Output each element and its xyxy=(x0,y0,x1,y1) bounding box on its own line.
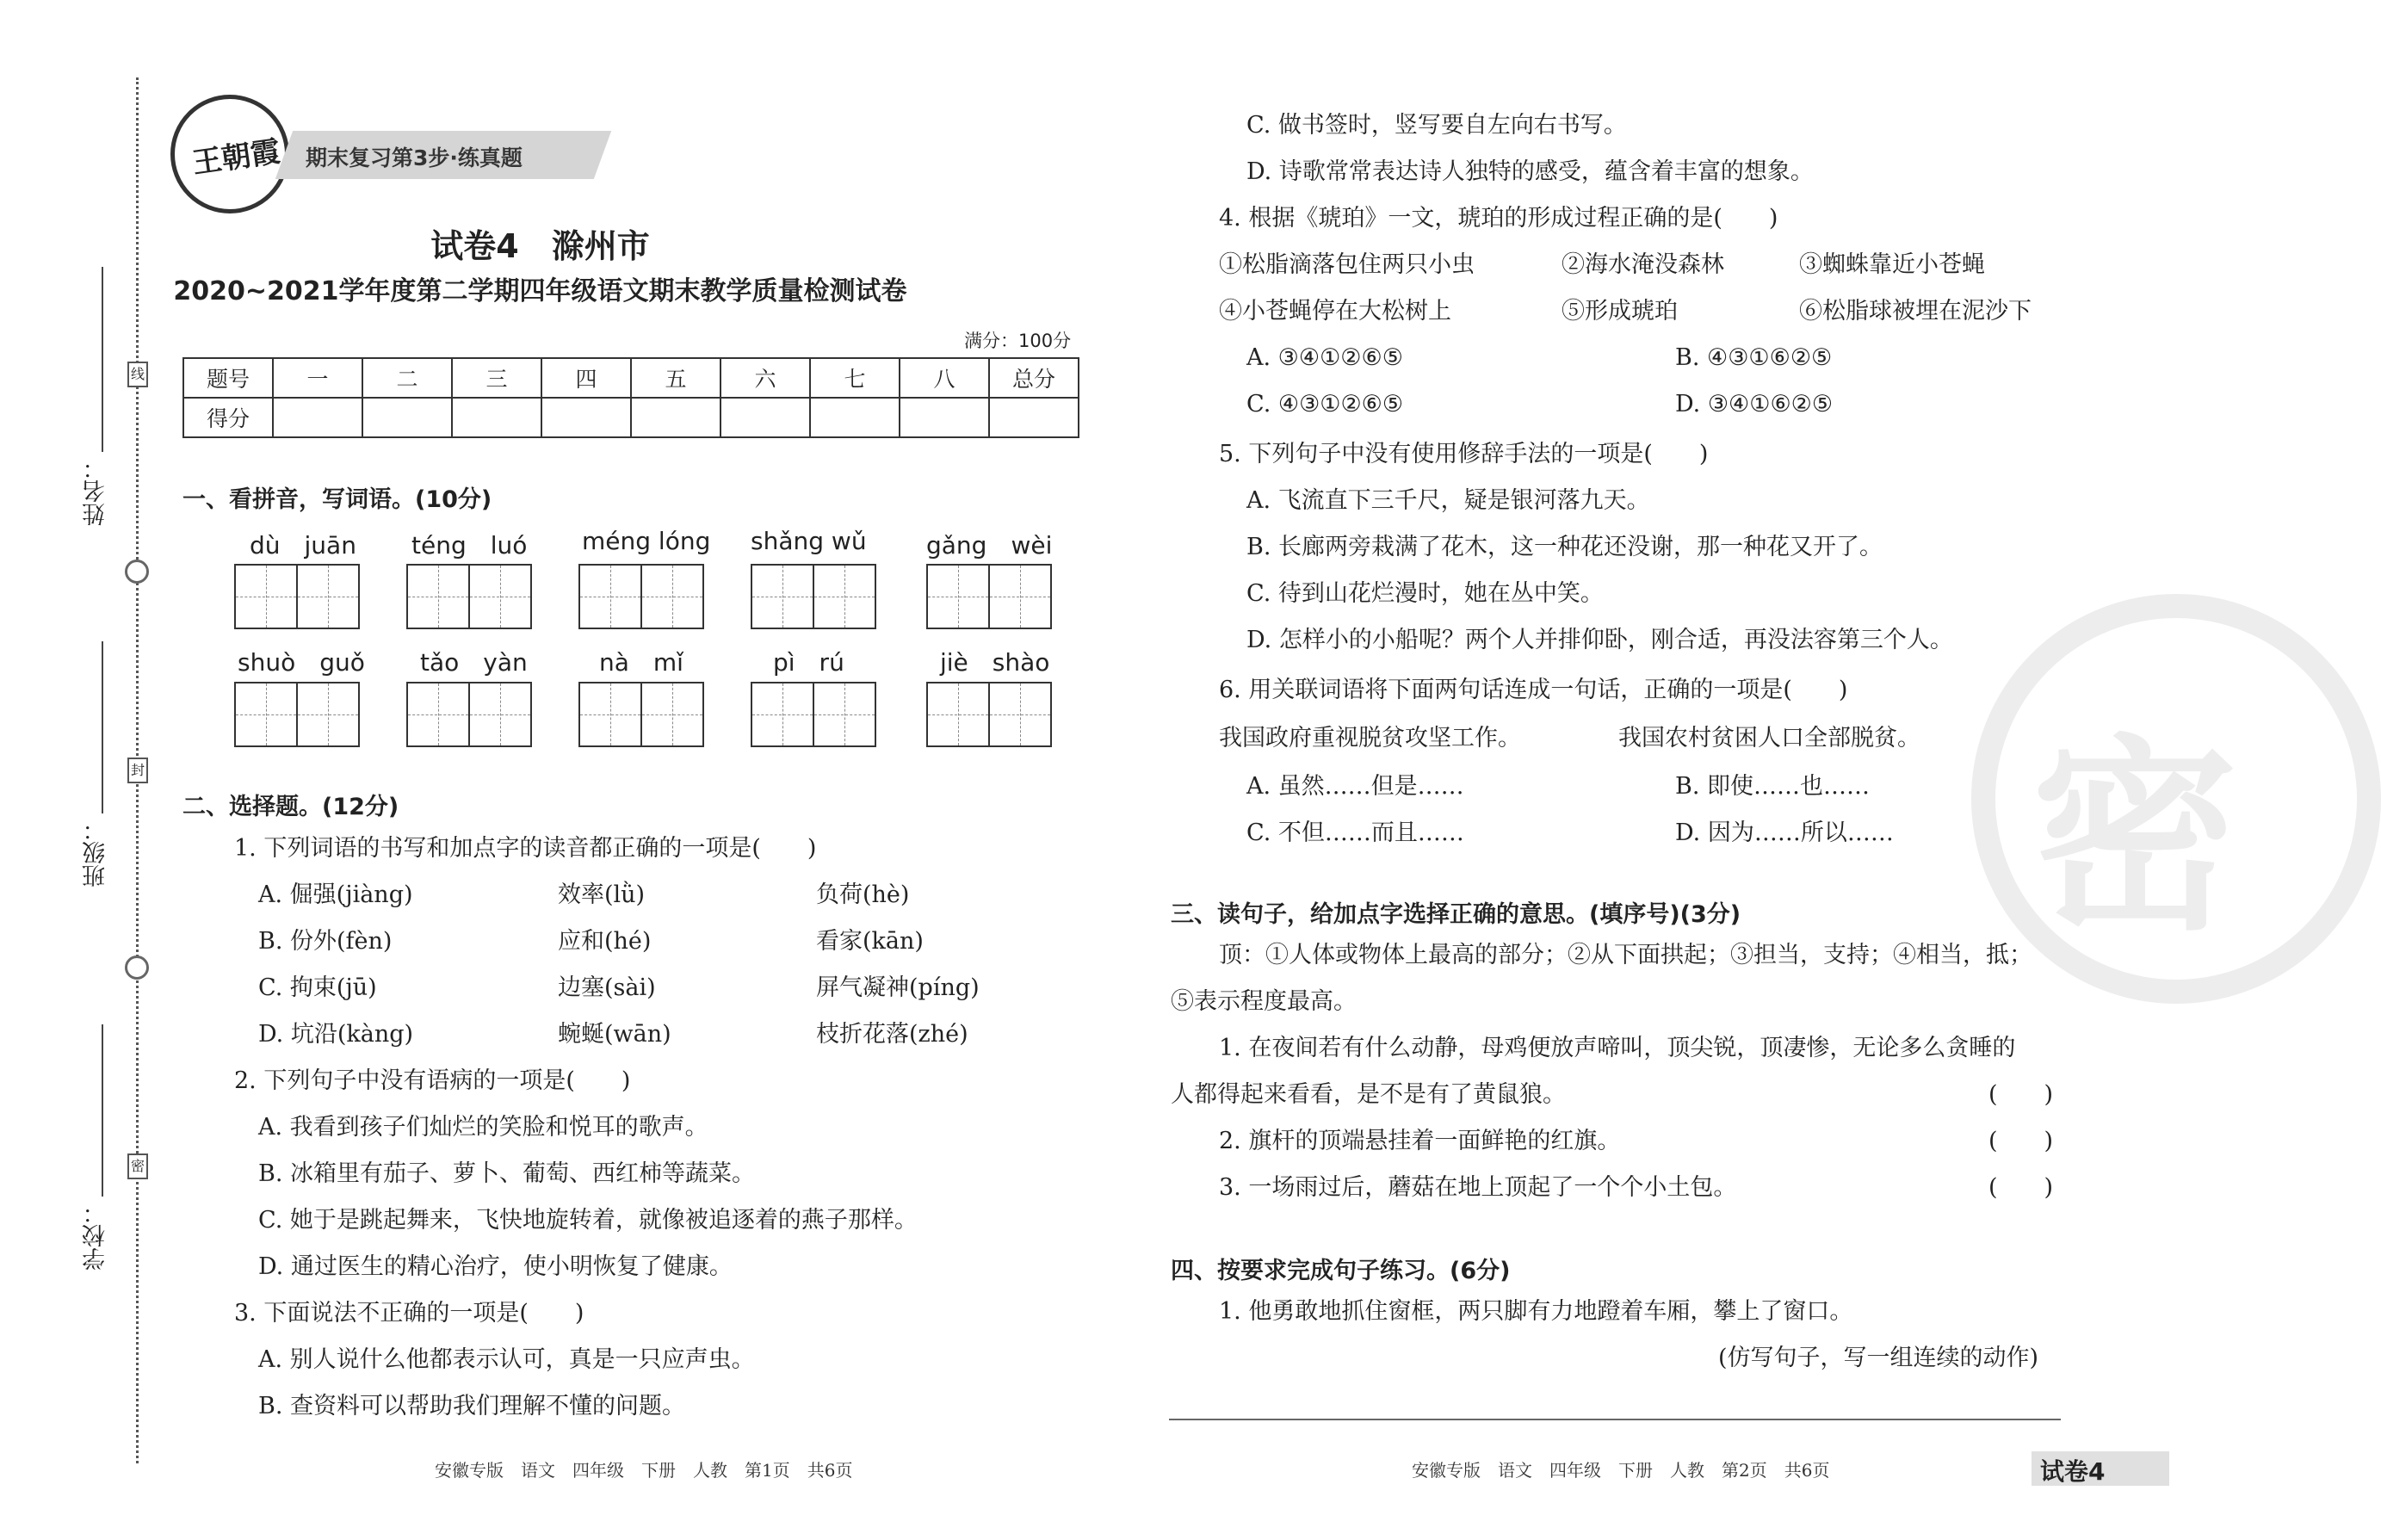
option: C. 她于是跳起舞来，飞快地旋转着，就像被追逐着的燕子那样。 xyxy=(258,1207,918,1234)
score-table-header-row xyxy=(183,358,1079,398)
sentence: 1. 他勇敢地抓住窗框，两只脚有力地蹬着车厢，攀上了窗口。 xyxy=(1219,1298,1853,1325)
grid-cell[interactable] xyxy=(236,683,298,745)
score-header: 三 xyxy=(452,358,541,398)
option: B. 长廊两旁栽满了花木，这一种花还没谢，那一种花又开了。 xyxy=(1246,534,1883,560)
pinyin-label: méng lóng xyxy=(582,527,711,555)
step: ②海水淹没森林 xyxy=(1562,251,1724,278)
option: A. ③④①②⑥⑤ xyxy=(1246,344,1403,371)
option: A. 倔强(jiàng) xyxy=(258,881,413,908)
page-subtitle: 2020~2021学年度第二学期四年级语文期末教学质量检测试卷 xyxy=(173,276,907,306)
page-title: 试卷4 滁州市 xyxy=(430,227,650,265)
writing-grid[interactable] xyxy=(926,682,1052,747)
school-label: 学校： xyxy=(83,1201,109,1271)
paper-tag: 试卷4 xyxy=(2040,1457,2106,1486)
grid-cell[interactable] xyxy=(642,683,702,745)
score-header: 总分 xyxy=(989,358,1079,398)
pinyin-label: téng luó xyxy=(411,531,528,560)
option-word: 屏气凝神(píng) xyxy=(816,974,980,1001)
grid-cell[interactable] xyxy=(408,566,470,628)
grid-cell[interactable] xyxy=(580,683,642,745)
sentence: 人都得起来看看，是不是有了黄鼠狼。 xyxy=(1171,1081,1566,1108)
option: B. 即使……也…… xyxy=(1675,773,1871,800)
answer-blank[interactable]: ( ) xyxy=(1988,1128,2054,1154)
instruction: (仿写句子，写一组连续的动作) xyxy=(1718,1345,2039,1371)
option: D. 诗歌常常表达诗人独特的感受，蕴含着丰富的想象。 xyxy=(1246,158,1814,185)
question-1: 1. 下列词语的书写和加点字的读音都正确的一项是( ) xyxy=(234,835,817,862)
pinyin-label: pì rú xyxy=(773,648,844,677)
option: D. 怎样小的小船呢？两个人并排仰卧，刚合适，再没法容第三个人。 xyxy=(1246,627,1953,653)
grid-cell[interactable] xyxy=(752,566,814,628)
name-label: 姓名： xyxy=(83,456,109,526)
section-4-title: 四、按要求完成句子练习。(6分) xyxy=(1171,1258,1511,1284)
binding-hole-icon xyxy=(125,956,149,980)
score-header: 五 xyxy=(631,358,720,398)
option: B. 份外(fèn) xyxy=(258,928,393,955)
score-cell[interactable] xyxy=(541,398,631,437)
sentence: 3. 一场雨过后，蘑菇在地上顶起了一个个小土包。 xyxy=(1219,1174,1737,1201)
answer-blank[interactable]: ( ) xyxy=(1988,1174,2054,1201)
step: ④小苍蝇停在大松树上 xyxy=(1219,298,1451,325)
step: ⑥松脂球被埋在泥沙下 xyxy=(1799,298,2032,325)
option: A. 我看到孩子们灿烂的笑脸和悦耳的歌声。 xyxy=(258,1114,708,1141)
score-cell[interactable] xyxy=(631,398,720,437)
sentence: 2. 旗杆的顶端悬挂着一面鲜艳的红旗。 xyxy=(1219,1128,1621,1154)
option: D. ③④①⑥②⑤ xyxy=(1675,391,1834,417)
writing-grid[interactable] xyxy=(926,564,1052,629)
banner-text: 期末复习第3步·练真题 xyxy=(306,145,523,170)
writing-grid[interactable] xyxy=(234,682,360,747)
option-word: 应和(hé) xyxy=(558,928,652,955)
definition: ⑤表示程度最高。 xyxy=(1171,988,1357,1015)
score-table-row xyxy=(183,398,1079,437)
seal-char-mi: 密 xyxy=(127,1153,148,1179)
grid-cell[interactable] xyxy=(470,683,530,745)
pinyin-label: gǎng wèi xyxy=(926,531,1053,560)
grid-cell[interactable] xyxy=(928,566,990,628)
grid-cell[interactable] xyxy=(814,683,875,745)
option: C. ④③①②⑥⑤ xyxy=(1246,391,1404,417)
pinyin-label: jiè shào xyxy=(940,648,1050,677)
score-cell[interactable] xyxy=(720,398,810,437)
step: ①松脂滴落包住两只小虫 xyxy=(1219,251,1475,278)
grid-cell[interactable] xyxy=(298,566,358,628)
step: ⑤形成琥珀 xyxy=(1562,298,1678,325)
pinyin-label: nà mǐ xyxy=(599,648,683,677)
class-field-line[interactable] xyxy=(102,641,103,813)
writing-grid[interactable] xyxy=(406,564,532,629)
option: C. 待到山花烂漫时，她在丛中笑。 xyxy=(1246,580,1604,607)
sentence: 1. 在夜间若有什么动静，母鸡便放声啼叫，顶尖锐，顶凄惨，无论多么贪睡的 xyxy=(1219,1035,2016,1061)
grid-cell[interactable] xyxy=(990,683,1050,745)
grid-cell[interactable] xyxy=(580,566,642,628)
question-2: 2. 下列句子中没有语病的一项是( ) xyxy=(234,1067,631,1094)
class-label: 班级： xyxy=(83,818,109,888)
option: D. 坑沿(kàng) xyxy=(258,1021,414,1048)
option: A. 飞流直下三千尺，疑是银河落九天。 xyxy=(1246,487,1650,514)
question-6: 6. 用关联词语将下面两句话连成一句话，正确的一项是( ) xyxy=(1219,677,1848,703)
grid-cell[interactable] xyxy=(928,683,990,745)
section-3-title: 三、读句子，给加点字选择正确的意思。(填序号)(3分) xyxy=(1171,901,1741,928)
score-header: 一 xyxy=(273,358,362,398)
grid-cell[interactable] xyxy=(298,683,358,745)
grid-cell[interactable] xyxy=(470,566,530,628)
option-word: 边塞(sài) xyxy=(558,974,656,1001)
writing-grid[interactable] xyxy=(751,564,876,629)
school-field-line[interactable] xyxy=(102,1024,103,1197)
answer-line[interactable] xyxy=(1169,1419,2061,1420)
section-1-title: 一、看拼音，写词语。(10分) xyxy=(182,486,492,513)
pinyin-label: dù juān xyxy=(250,531,356,560)
option: C. 拘束(jū) xyxy=(258,974,377,1001)
full-score: 满分：100分 xyxy=(964,331,1072,351)
pinyin-label: shǎng wǔ xyxy=(751,527,867,555)
score-header: 八 xyxy=(900,358,989,398)
option: B. 查资料可以帮助我们理解不懂的问题。 xyxy=(258,1393,686,1419)
score-header: 二 xyxy=(362,358,452,398)
grid-cell[interactable] xyxy=(814,566,875,628)
watermark-seal-char: 密 xyxy=(2032,715,2239,958)
definition: 顶：①人体或物体上最高的部分；②从下面拱起；③担当，支持；④相当，抵； xyxy=(1219,942,2032,968)
option: B. ④③①⑥②⑤ xyxy=(1675,344,1833,371)
grid-cell[interactable] xyxy=(408,683,470,745)
grid-cell[interactable] xyxy=(752,683,814,745)
score-cell[interactable] xyxy=(810,398,900,437)
score-cell[interactable] xyxy=(452,398,541,437)
option: D. 因为……所以…… xyxy=(1675,819,1894,846)
footer-left: 安徽专版 语文 四年级 下册 人教 第1页 共6页 xyxy=(435,1460,853,1481)
score-cell[interactable] xyxy=(362,398,452,437)
writing-grid[interactable] xyxy=(751,682,876,747)
grid-cell[interactable] xyxy=(236,566,298,628)
question-3: 3. 下面说法不正确的一项是( ) xyxy=(234,1300,584,1327)
sentence: 我国政府重视脱贫攻坚工作。 xyxy=(1219,725,1521,751)
option: C. 做书签时，竖写要自左向右书写。 xyxy=(1246,112,1627,139)
score-row-label: 得分 xyxy=(183,398,273,437)
question-5: 5. 下列句子中没有使用修辞手法的一项是( ) xyxy=(1219,441,1709,467)
option: C. 不但……而且…… xyxy=(1246,819,1464,846)
score-header: 六 xyxy=(720,358,810,398)
section-2-title: 二、选择题。(12分) xyxy=(182,794,399,820)
score-cell[interactable] xyxy=(900,398,989,437)
seal-char-feng: 封 xyxy=(127,758,148,783)
brand-text: 王朝霞 xyxy=(190,134,282,181)
score-header: 题号 xyxy=(183,358,273,398)
score-cell[interactable] xyxy=(273,398,362,437)
option: D. 通过医生的精心治疗，使小明恢复了健康。 xyxy=(258,1253,733,1280)
binding-hole-icon xyxy=(125,560,149,584)
step: ③蜘蛛靠近小苍蝇 xyxy=(1799,251,1985,278)
option-word: 蜿蜒(wān) xyxy=(558,1021,671,1048)
pinyin-label: tǎo yàn xyxy=(420,648,528,677)
option: B. 冰箱里有茄子、萝卜、葡萄、西红柿等蔬菜。 xyxy=(258,1160,756,1187)
brand-logo xyxy=(170,95,289,213)
answer-blank[interactable]: ( ) xyxy=(1988,1081,2054,1108)
option: A. 别人说什么他都表示认可，真是一只应声虫。 xyxy=(258,1346,755,1373)
score-header: 四 xyxy=(541,358,631,398)
score-header: 七 xyxy=(810,358,900,398)
writing-grid[interactable] xyxy=(406,682,532,747)
writing-grid[interactable] xyxy=(234,564,360,629)
score-cell[interactable] xyxy=(989,398,1079,437)
option-word: 负荷(hè) xyxy=(816,881,910,908)
option-word: 枝折花落(zhé) xyxy=(816,1021,968,1048)
writing-grid[interactable] xyxy=(578,564,704,629)
footer-right: 安徽专版 语文 四年级 下册 人教 第2页 共6页 xyxy=(1412,1460,1830,1481)
option-word: 效率(lǜ) xyxy=(558,881,646,908)
grid-cell[interactable] xyxy=(990,566,1050,628)
seal-char-xian: 线 xyxy=(127,362,148,387)
option-word: 看家(kān) xyxy=(816,928,924,955)
option: A. 虽然……但是…… xyxy=(1246,773,1464,800)
writing-grid[interactable] xyxy=(578,682,704,747)
sentence: 我国农村贫困人口全部脱贫。 xyxy=(1618,725,1920,751)
score-table xyxy=(182,357,1079,438)
grid-cell[interactable] xyxy=(642,566,702,628)
question-4: 4. 根据《琥珀》一文，琥珀的形成过程正确的是( ) xyxy=(1219,205,1778,232)
pinyin-label: shuò guǒ xyxy=(238,648,365,677)
